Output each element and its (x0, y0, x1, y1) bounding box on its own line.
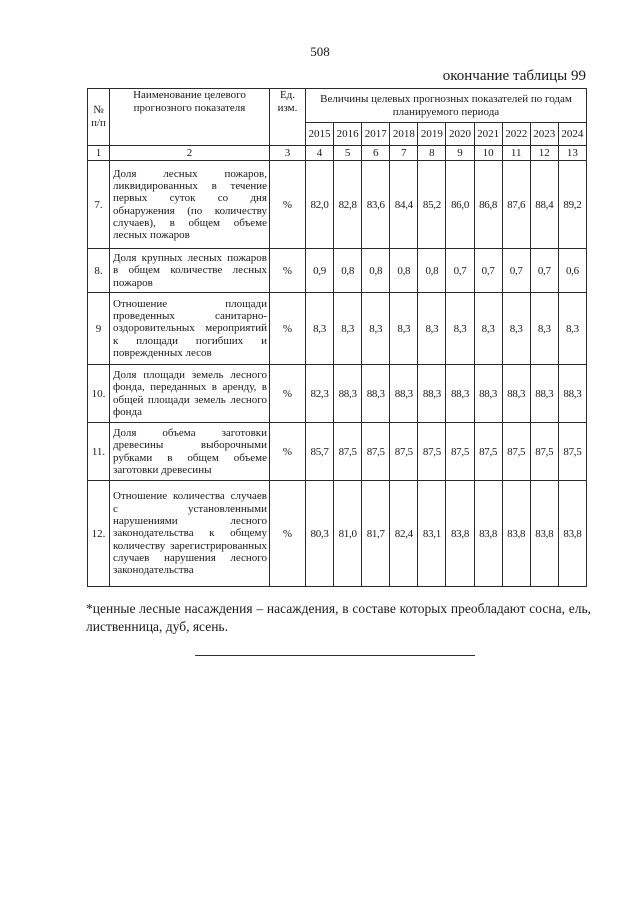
indicator-value: 88,3 (418, 365, 446, 423)
indicator-value: 88,4 (530, 161, 558, 249)
indicator-name: Отношение площади проведенных санитарно-оздоровительных мероприятий к площади погибших и поврежденных лесов (110, 293, 270, 365)
table-row (88, 481, 587, 587)
indicator-value: 8,3 (446, 293, 474, 365)
table-row (88, 365, 587, 423)
indicator-name: Отношение количества случаев с установленными нарушениями лесного законодательства к общему количеству зарегистрированных случаев нарушения лесного законодательства (110, 481, 270, 587)
separator-line (195, 655, 475, 656)
indicator-unit: % (270, 365, 306, 423)
indicator-value: 86,0 (446, 161, 474, 249)
column-number: 2 (110, 146, 270, 161)
indicator-value: 82,0 (306, 161, 334, 249)
indicator-value: 0,8 (390, 249, 418, 293)
column-number: 4 (306, 146, 334, 161)
indicator-value: 0,8 (334, 249, 362, 293)
indicator-value: 8,3 (390, 293, 418, 365)
header-year: 2015 (306, 123, 334, 146)
indicator-value: 83,6 (362, 161, 390, 249)
indicator-value: 88,3 (362, 365, 390, 423)
indicator-name: Доля объема заготовки древесины выборочными рубками в общем объеме заготовки древесины (110, 423, 270, 481)
indicator-value: 8,3 (306, 293, 334, 365)
indicator-value: 8,3 (334, 293, 362, 365)
indicator-value: 87,5 (502, 423, 530, 481)
column-number: 6 (362, 146, 390, 161)
table-caption: окончание таблицы 99 (442, 68, 586, 84)
column-number: 9 (446, 146, 474, 161)
indicator-unit: % (270, 423, 306, 481)
indicator-value: 0,8 (362, 249, 390, 293)
header-values: Величины целевых прогнозных показателей по годам планируемого периода (306, 89, 587, 123)
row-number: 11. (88, 423, 110, 481)
indicator-value: 88,3 (502, 365, 530, 423)
indicator-value: 88,3 (390, 365, 418, 423)
column-number: 7 (390, 146, 418, 161)
indicator-value: 0,7 (530, 249, 558, 293)
indicator-value: 84,4 (390, 161, 418, 249)
indicator-value: 87,5 (474, 423, 502, 481)
row-number: 7. (88, 161, 110, 249)
indicator-value: 83,8 (474, 481, 502, 587)
indicator-value: 83,8 (502, 481, 530, 587)
indicator-value: 0,9 (306, 249, 334, 293)
column-number: 12 (530, 146, 558, 161)
indicator-value: 83,8 (446, 481, 474, 587)
indicator-value: 0,7 (446, 249, 474, 293)
page-number: 508 (310, 44, 330, 59)
indicator-value: 83,1 (418, 481, 446, 587)
indicator-value: 8,3 (530, 293, 558, 365)
header-year: 2022 (502, 123, 530, 146)
indicator-value: 87,5 (418, 423, 446, 481)
indicator-value: 88,3 (558, 365, 586, 423)
indicator-value: 81,0 (334, 481, 362, 587)
indicator-name: Доля лесных пожаров, ликвидированных в течение первых суток со дня обнаружения (по количеству случаев), в общем объеме лесных пожаров (110, 161, 270, 249)
header-year: 2024 (558, 123, 586, 146)
header-unit: Ед. изм. (270, 89, 306, 146)
indicator-value: 88,3 (530, 365, 558, 423)
indicator-value: 85,2 (418, 161, 446, 249)
indicator-value: 0,8 (418, 249, 446, 293)
column-number: 3 (270, 146, 306, 161)
indicator-value: 89,2 (558, 161, 586, 249)
indicator-unit: % (270, 481, 306, 587)
indicator-unit: % (270, 249, 306, 293)
row-number: 10. (88, 365, 110, 423)
indicator-value: 87,6 (502, 161, 530, 249)
indicator-value: 87,5 (390, 423, 418, 481)
indicator-name: Доля площади земель лесного фонда, переданных в аренду, в общей площади земель лесного фонда (110, 365, 270, 423)
row-number: 12. (88, 481, 110, 587)
indicator-value: 80,3 (306, 481, 334, 587)
column-number: 1 (88, 146, 110, 161)
indicator-value: 88,3 (334, 365, 362, 423)
header-year: 2020 (446, 123, 474, 146)
indicator-value: 82,3 (306, 365, 334, 423)
table-row (88, 249, 587, 293)
indicator-name: Доля крупных лесных пожаров в общем количестве лесных пожаров (110, 249, 270, 293)
indicator-value: 0,6 (558, 249, 586, 293)
indicator-unit: % (270, 293, 306, 365)
indicator-value: 8,3 (362, 293, 390, 365)
indicator-value: 87,5 (446, 423, 474, 481)
indicator-value: 87,5 (558, 423, 586, 481)
column-number: 8 (418, 146, 446, 161)
header-name: Наименование целевого прогнозного показателя (110, 89, 270, 146)
indicator-value: 82,4 (390, 481, 418, 587)
row-number: 8. (88, 249, 110, 293)
header-year: 2023 (530, 123, 558, 146)
column-number: 5 (334, 146, 362, 161)
column-number: 13 (558, 146, 586, 161)
header-year: 2017 (362, 123, 390, 146)
indicator-value: 8,3 (502, 293, 530, 365)
indicator-value: 0,7 (502, 249, 530, 293)
table-row (88, 161, 587, 249)
column-number: 10 (474, 146, 502, 161)
indicator-value: 82,8 (334, 161, 362, 249)
indicator-value: 81,7 (362, 481, 390, 587)
indicator-value: 8,3 (418, 293, 446, 365)
indicator-value: 83,8 (558, 481, 586, 587)
column-number: 11 (502, 146, 530, 161)
indicator-value: 85,7 (306, 423, 334, 481)
indicator-value: 0,7 (474, 249, 502, 293)
indicator-value: 83,8 (530, 481, 558, 587)
header-num: № п/п (88, 89, 110, 146)
header-year: 2016 (334, 123, 362, 146)
table-row (88, 293, 587, 365)
indicator-value: 87,5 (362, 423, 390, 481)
indicator-unit: % (270, 161, 306, 249)
header-year: 2019 (418, 123, 446, 146)
indicator-table (87, 88, 587, 587)
indicator-value: 8,3 (558, 293, 586, 365)
indicator-value: 87,5 (530, 423, 558, 481)
indicator-value: 88,3 (474, 365, 502, 423)
indicator-value: 88,3 (446, 365, 474, 423)
indicator-value: 86,8 (474, 161, 502, 249)
row-number: 9 (88, 293, 110, 365)
header-year: 2021 (474, 123, 502, 146)
header-year: 2018 (390, 123, 418, 146)
indicator-value: 8,3 (474, 293, 502, 365)
footnote: *ценные лесные насаждения – насаждения, в составе которых преобладают сосна, ель, лиственница, дуб, ясень. (86, 601, 591, 635)
table-row (88, 423, 587, 481)
indicator-value: 87,5 (334, 423, 362, 481)
